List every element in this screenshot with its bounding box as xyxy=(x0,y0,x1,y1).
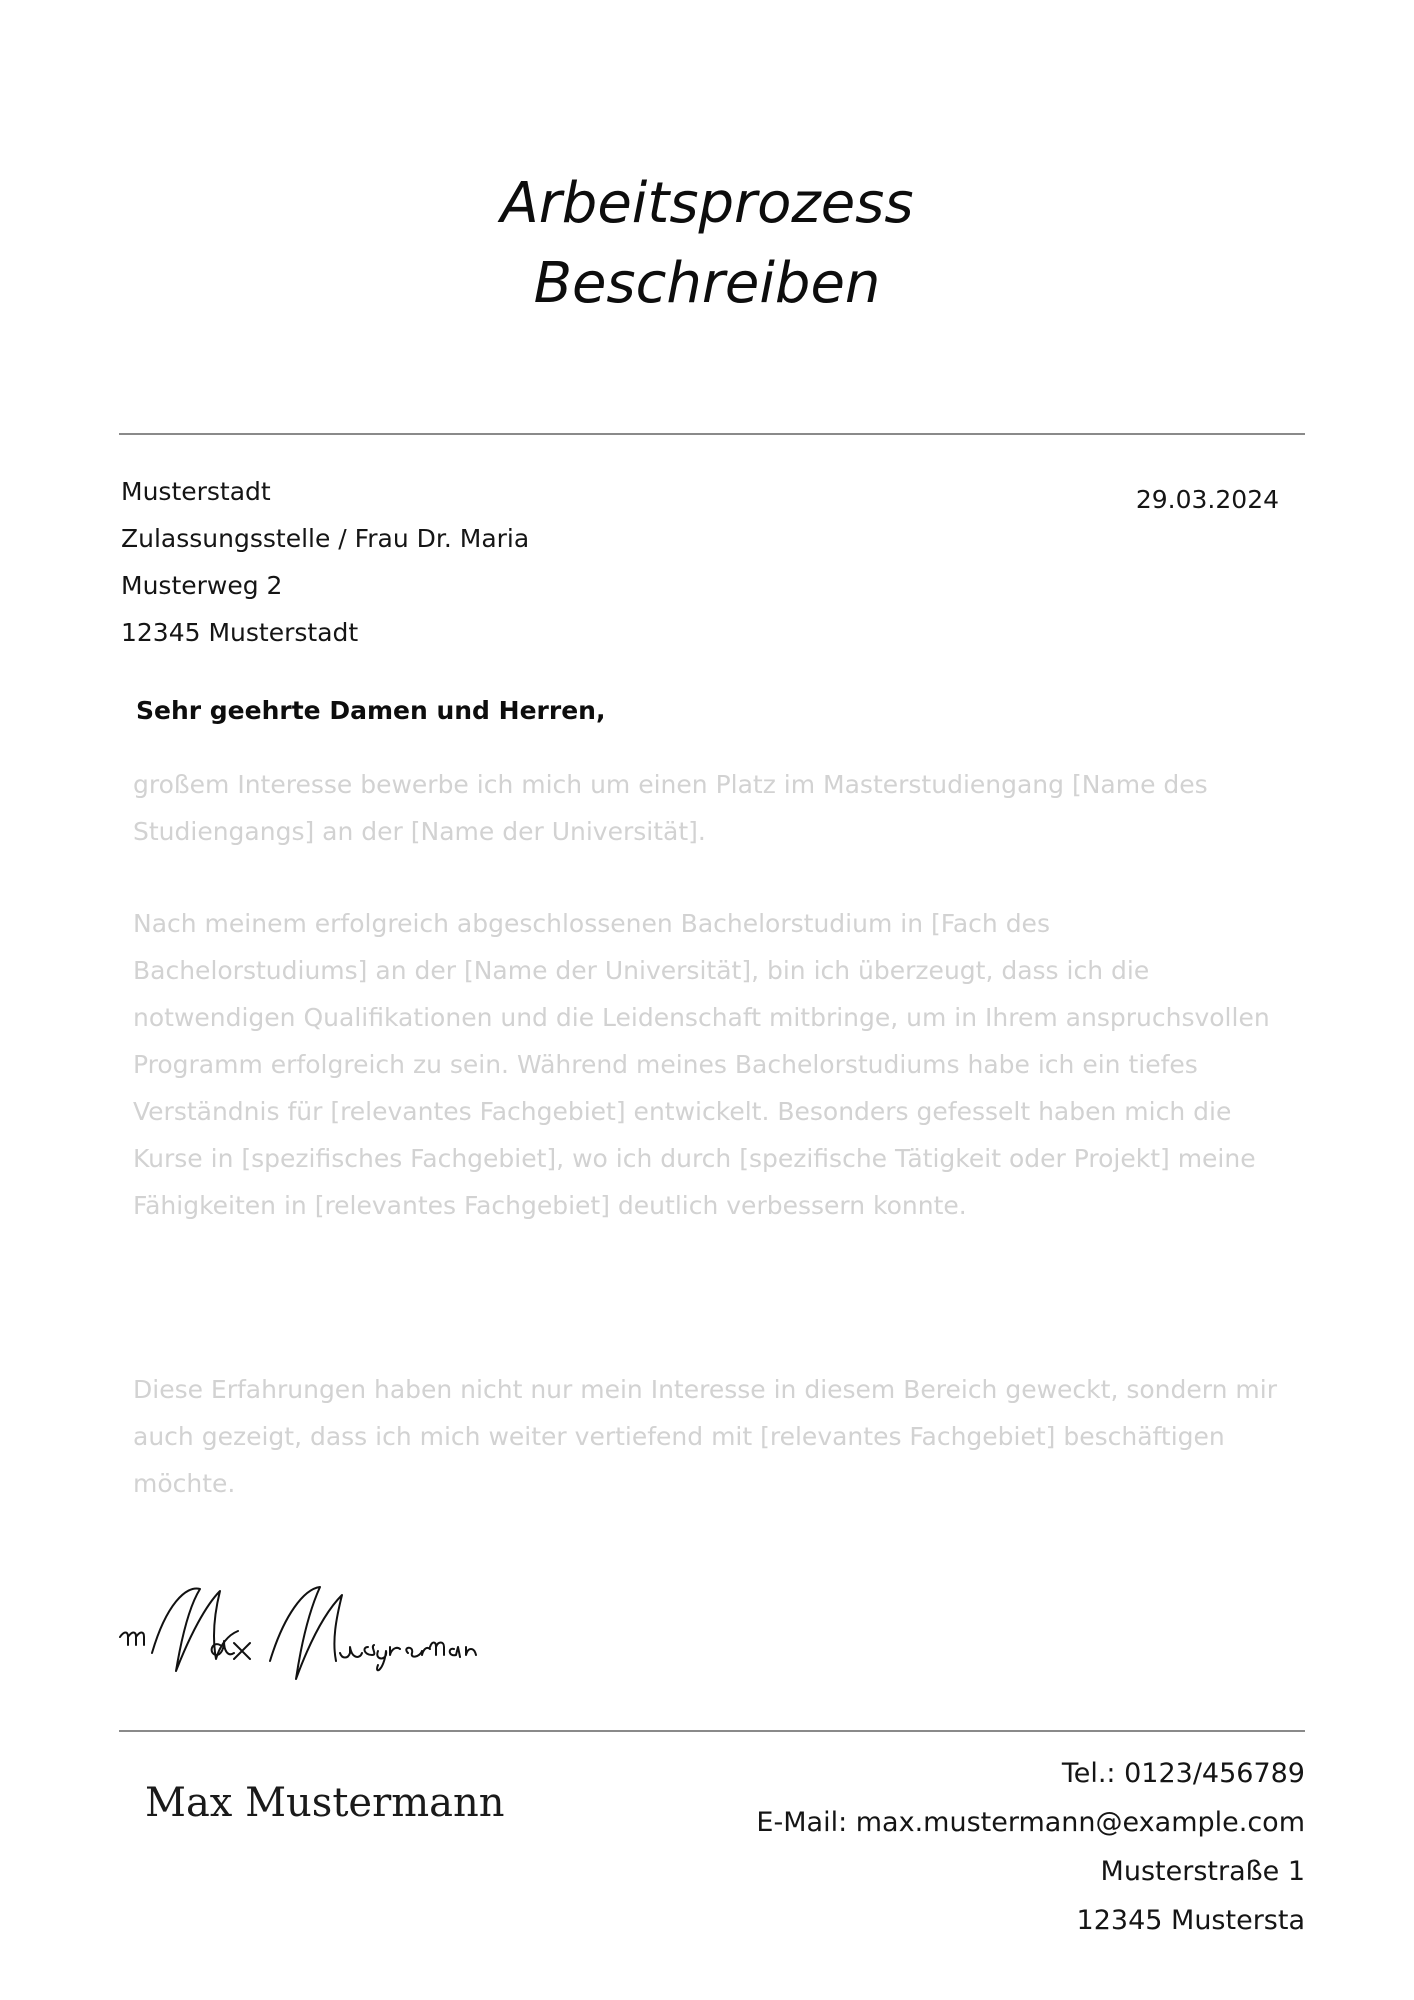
document-title-line-2: Beschreiben xyxy=(533,251,881,316)
document-title-line-1: Arbeitsprozess xyxy=(500,171,914,236)
recipient-line: 12345 Musterstadt xyxy=(121,618,359,647)
sender-city: 12345 Mustersta xyxy=(1076,1905,1305,1936)
salutation: Sehr geehrte Damen und Herren, xyxy=(136,696,606,725)
sender-street: Musterstraße 1 xyxy=(1100,1856,1305,1887)
letter-date: 29.03.2024 xyxy=(1135,485,1279,514)
body-paragraph: großem Interesse bewerbe ich mich um einen Platz im Masterstudiengang [Name des Studiengangs] an der [Name der Universität]. xyxy=(133,770,1208,846)
recipient-line: Zulassungsstelle / Frau Dr. Maria xyxy=(121,524,530,553)
body-paragraph: Diese Erfahrungen haben nicht nur mein Interesse in diesem Bereich geweckt, sondern mir auch gezeigt, dass ich mich weiter vertiefend mit [relevantes Fachgebiet] beschäftigen möchte. xyxy=(133,1375,1277,1498)
sender-phone: Tel.: 0123/456789 xyxy=(1061,1758,1305,1789)
recipient-address xyxy=(121,468,529,656)
recipient-line: Musterweg 2 xyxy=(121,571,283,600)
sender-contact xyxy=(756,1749,1305,1945)
recipient-line: Musterstadt xyxy=(121,477,271,506)
top-divider xyxy=(119,433,1305,435)
sender-name: Max Mustermann xyxy=(145,1780,505,1826)
bottom-divider xyxy=(119,1730,1305,1732)
sender-email: E-Mail: max.mustermann@example.com xyxy=(756,1807,1305,1838)
handwritten-signature xyxy=(116,1575,516,1685)
document-title xyxy=(0,164,1414,324)
body-paragraph: Nach meinem erfolgreich abgeschlossenen Bachelorstudium in [Fach des Bachelorstudiums] an der [Name der Universität], bin ich überzeugt, dass ich die notwendigen Qualifikationen und die Leidenschaft mitbringe, um in Ihrem anspruchsvollen Programm erfolgreich zu sein. Während meines Bachelorstudiums habe ich ein tiefes Verständnis für [relevantes Fachgebiet] entwickelt. Besonders gefesselt haben mich die Kurse in [spezifisches Fachgebiet], wo ich durch [spezifische Tätigkeit oder Projekt] meine Fähigkeiten in [relevantes Fachgebiet] deutlich verbessern konnte. xyxy=(133,909,1270,1220)
